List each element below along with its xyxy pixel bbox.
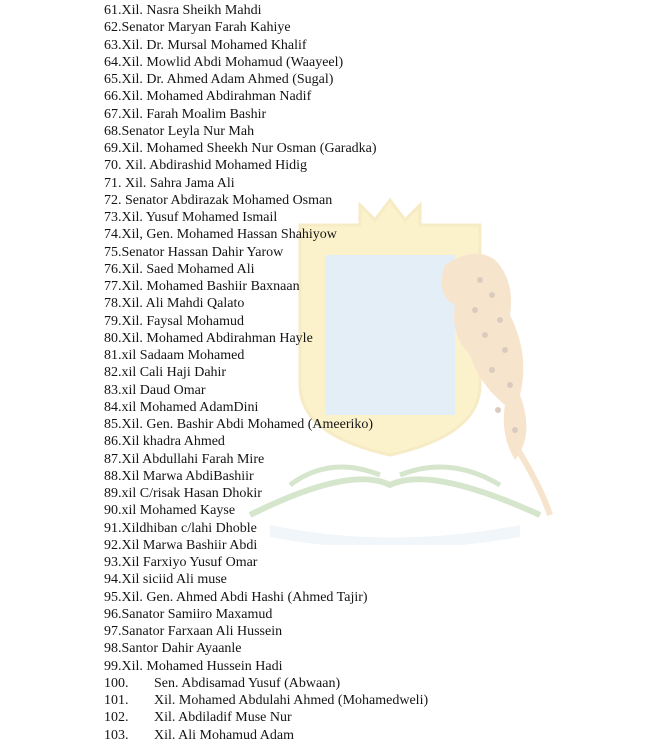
entry-number: 73. xyxy=(104,210,122,225)
entry-name: Xil. Gen. Ahmed Abdi Hashi (Ahmed Tajir) xyxy=(121,589,368,605)
entry-number: 93. xyxy=(104,555,122,570)
list-item xyxy=(104,399,428,416)
entry-number: 74. xyxy=(104,227,122,243)
entry-name: Xil. Mohamed Abdirahman Hayle xyxy=(121,330,313,346)
entry-number: 97. xyxy=(104,624,122,639)
entry-number: 80. xyxy=(104,330,122,346)
entry-name: Xil. Faysal Mohamud xyxy=(121,313,244,329)
entry-name: Sanator Farxaan Ali Hussein xyxy=(121,624,283,639)
list-item xyxy=(104,88,428,105)
entry-number: 87. xyxy=(104,451,122,467)
list-item xyxy=(104,692,428,709)
list-item xyxy=(104,451,428,468)
list-item xyxy=(104,261,428,278)
entry-name: Xil. Mohamed Abdulahi Ahmed (Mohamedweli) xyxy=(154,693,429,708)
entry-name: Xil Abdullahi Farah Mire xyxy=(121,451,265,467)
entry-number: 81. xyxy=(104,348,122,363)
entry-number: 86. xyxy=(104,434,122,450)
entry-name: Sen. Abdisamad Yusuf (Abwaan) xyxy=(154,675,341,691)
member-list xyxy=(104,2,428,744)
list-item xyxy=(104,364,428,381)
entry-name: xil Mohamed Kayse xyxy=(121,503,236,519)
entry-name: Xil. Yusuf Mohamed Ismail xyxy=(121,210,278,225)
entry-number: 78. xyxy=(104,296,122,312)
entry-name: Senator Maryan Farah Kahiye xyxy=(121,20,291,36)
list-item xyxy=(104,502,428,519)
entry-number: 84. xyxy=(104,399,122,415)
list-item xyxy=(104,295,428,312)
list-item xyxy=(104,123,428,140)
list-item xyxy=(104,468,428,485)
entry-number: 77. xyxy=(104,279,122,294)
entry-name: Xil khadra Ahmed xyxy=(121,434,225,450)
entry-number: 94. xyxy=(104,572,122,588)
entry-number: 75. xyxy=(104,244,122,260)
entry-name: Xil. Mohamed Abdirahman Nadif xyxy=(121,89,312,105)
entry-number: 67. xyxy=(104,106,122,122)
entry-name: Xil Farxiyo Yusuf Omar xyxy=(121,555,258,570)
entry-name: xil Daud Omar xyxy=(121,382,206,398)
entry-name: Xil. Mowlid Abdi Mohamud (Waayeel) xyxy=(121,54,344,70)
entry-number: 90. xyxy=(104,503,122,519)
entry-number: 88. xyxy=(104,468,122,484)
entry-number: 76. xyxy=(104,261,122,277)
list-item xyxy=(104,330,428,347)
entry-name: Xil. Saed Mohamed Ali xyxy=(121,261,255,277)
entry-number: 72. xyxy=(104,192,125,208)
entry-name: Xil. Gen. Bashir Abdi Mohamed (Ameeriko) xyxy=(121,417,374,432)
list-item xyxy=(104,209,428,226)
list-item xyxy=(104,157,428,174)
entry-name: Xil. Dr. Mursal Mohamed Khalif xyxy=(121,37,307,53)
list-item xyxy=(104,640,428,657)
entry-name: Xil. Dr. Ahmed Adam Ahmed (Sugal) xyxy=(121,72,334,87)
entry-number: 99. xyxy=(104,658,122,674)
entry-number: 62. xyxy=(104,20,122,36)
list-item xyxy=(104,140,428,157)
entry-number: 95. xyxy=(104,589,122,605)
list-item xyxy=(104,727,428,744)
list-item xyxy=(104,416,428,433)
entry-name: xil Sadaam Mohamed xyxy=(121,348,245,363)
list-item xyxy=(104,71,428,88)
entry-number: 103. xyxy=(104,727,129,743)
entry-name: Xil. Mohamed Sheekh Nur Osman (Garadka) xyxy=(121,141,377,156)
entry-name: Xil Marwa AbdiBashiir xyxy=(121,468,254,484)
entry-name: xil Cali Haji Dahir xyxy=(121,365,227,381)
list-item xyxy=(104,54,428,71)
list-item xyxy=(104,175,428,192)
list-item xyxy=(104,520,428,537)
entry-number: 98. xyxy=(104,641,122,657)
list-item xyxy=(104,433,428,450)
entry-name: xil C/risak Hasan Dhokir xyxy=(121,486,262,501)
entry-name: xil Mohamed AdamDini xyxy=(121,399,259,415)
entry-name: Santor Dahir Ayaanle xyxy=(121,641,242,657)
entry-name: Xil. Farah Moalim Bashir xyxy=(121,106,267,122)
entry-name: Xil. Abdirashid Mohamed Hidig xyxy=(125,158,307,174)
list-item xyxy=(104,19,428,36)
entry-name: Xil, Gen. Mohamed Hassan Shahiyow xyxy=(121,227,337,243)
entry-name: Xil. Abdiladif Muse Nur xyxy=(154,710,292,726)
list-item xyxy=(104,347,428,364)
entry-number: 89. xyxy=(104,486,122,501)
list-item xyxy=(104,278,428,295)
entry-number: 101. xyxy=(104,693,129,708)
list-item xyxy=(104,2,428,19)
list-item xyxy=(104,485,428,502)
list-item xyxy=(104,658,428,675)
entry-name: Xil. Mohamed Bashiir Baxnaan xyxy=(121,279,300,294)
list-item xyxy=(104,382,428,399)
entry-name: Xildhiban c/lahi Dhoble xyxy=(121,520,257,536)
entry-name: Senator Leyla Nur Mah xyxy=(121,123,255,139)
list-item xyxy=(104,623,428,640)
entry-number: 63. xyxy=(104,37,122,53)
entry-number: 65. xyxy=(104,72,122,87)
entry-number: 96. xyxy=(104,606,122,622)
list-item xyxy=(104,226,428,243)
entry-number: 83. xyxy=(104,382,122,398)
list-item xyxy=(104,554,428,571)
entry-name: Xil. Nasra Sheikh Mahdi xyxy=(121,3,262,18)
entry-name: Sanator Samiiro Maxamud xyxy=(121,606,273,622)
list-item xyxy=(104,709,428,726)
entry-number: 64. xyxy=(104,54,122,70)
entry-name: Senator Abdirazak Mohamed Osman xyxy=(125,192,333,208)
list-item xyxy=(104,106,428,123)
entry-number: 92. xyxy=(104,537,122,553)
entry-number: 79. xyxy=(104,313,122,329)
list-item xyxy=(104,37,428,54)
entry-number: 70. xyxy=(104,158,125,174)
entry-number: 61. xyxy=(104,3,122,18)
entry-name: Xil siciid Ali muse xyxy=(121,572,227,588)
entry-number: 68. xyxy=(104,123,122,139)
entry-number: 69. xyxy=(104,141,122,156)
list-item xyxy=(104,537,428,554)
entry-name: Xil. Sahra Jama Ali xyxy=(125,175,235,191)
entry-number: 91. xyxy=(104,520,122,536)
entry-number: 82. xyxy=(104,365,122,381)
list-item xyxy=(104,244,428,261)
entry-number: 71. xyxy=(104,175,125,191)
entry-name: Xil. Ali Mahdi Qalato xyxy=(121,296,245,312)
entry-name: Xil. Mohamed Hussein Hadi xyxy=(121,658,283,674)
list-item xyxy=(104,589,428,606)
entry-name: Xil Marwa Bashiir Abdi xyxy=(121,537,258,553)
list-item xyxy=(104,571,428,588)
entry-name: Senator Hassan Dahir Yarow xyxy=(121,244,284,260)
entry-number: 100. xyxy=(104,675,129,691)
entry-number: 85. xyxy=(104,417,122,432)
list-item xyxy=(104,192,428,209)
list-item xyxy=(104,675,428,692)
list-item xyxy=(104,606,428,623)
entry-number: 66. xyxy=(104,89,122,105)
entry-name: Xil. Ali Mohamud Adam xyxy=(154,727,294,743)
list-item xyxy=(104,313,428,330)
entry-number: 102. xyxy=(104,710,129,726)
